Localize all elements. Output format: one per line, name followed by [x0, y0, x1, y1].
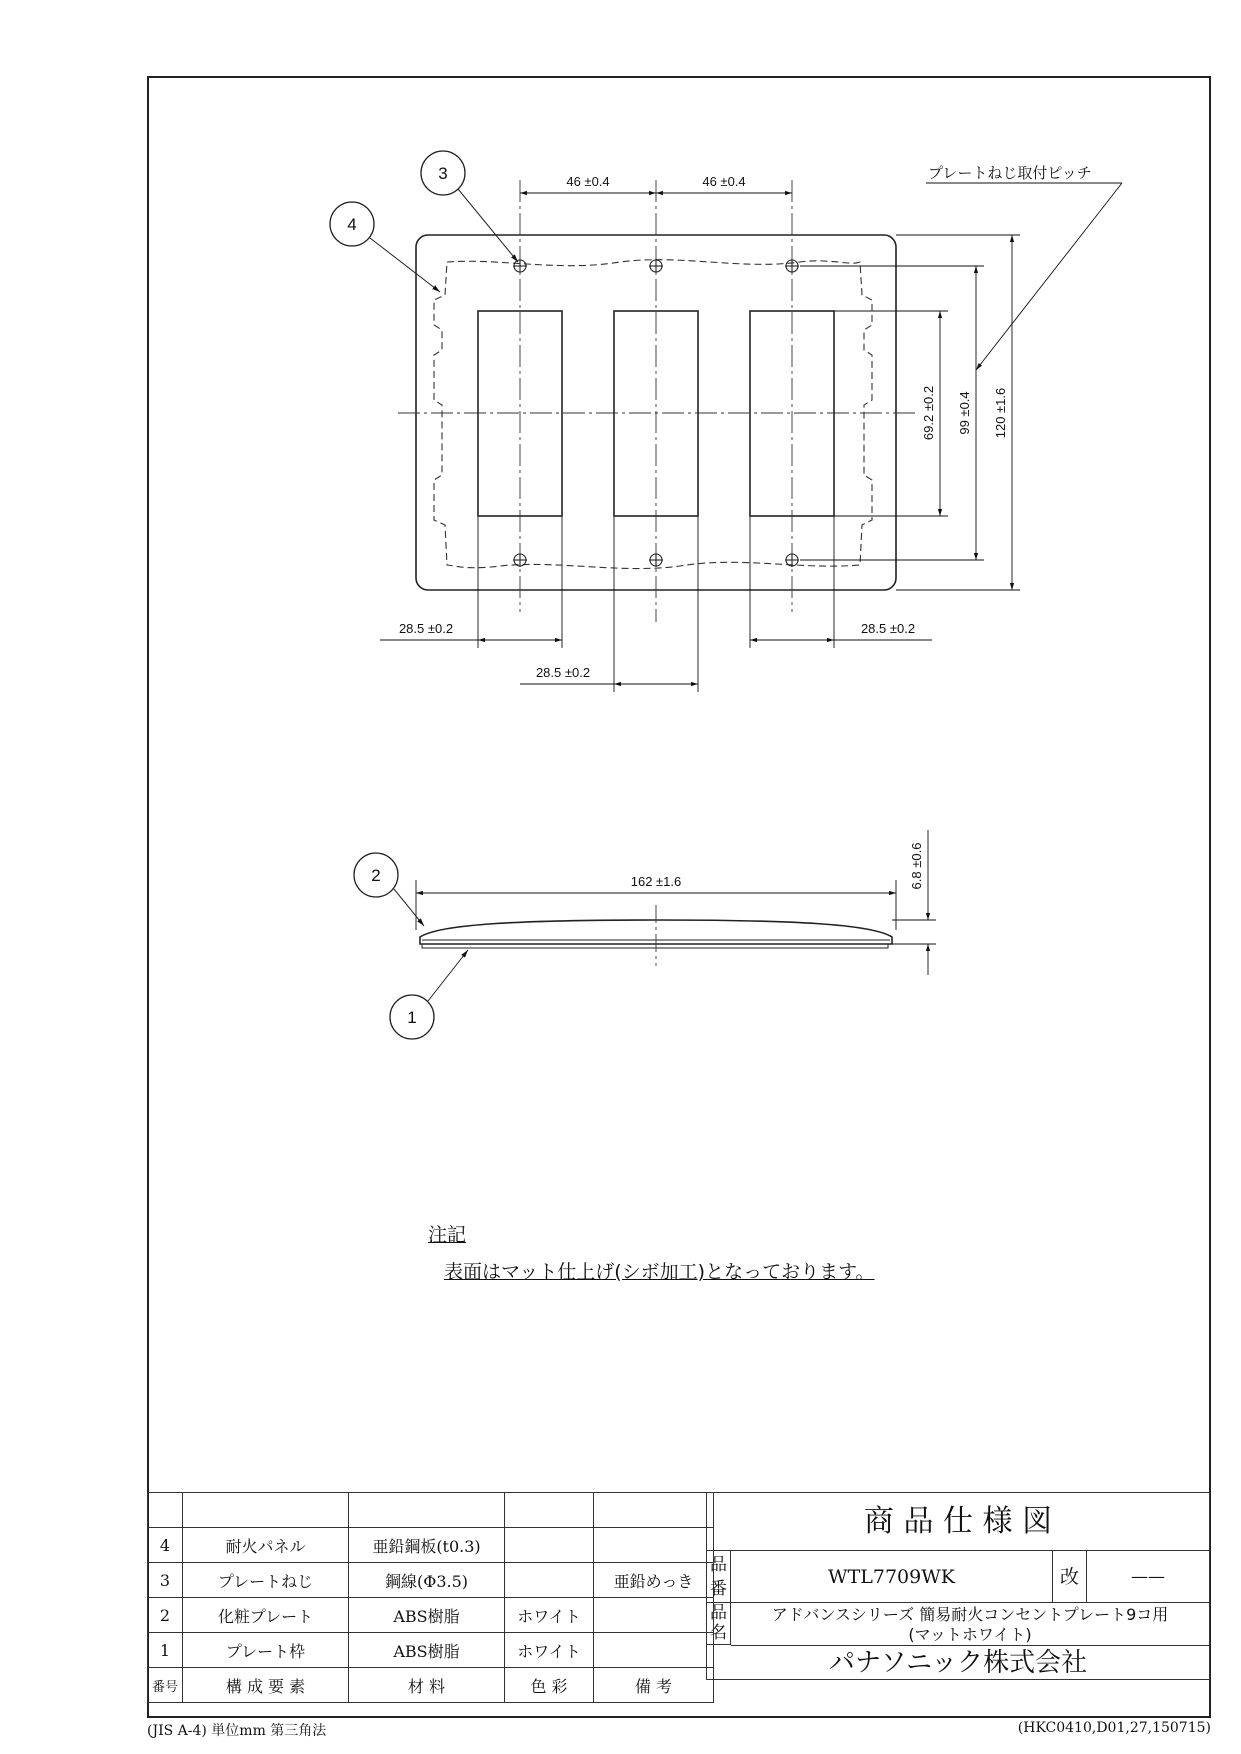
bom-row [148, 1563, 714, 1598]
bom-color: ホワイト [505, 1598, 594, 1633]
bom-part: プレートねじ [183, 1563, 349, 1598]
bom-no: 3 [148, 1563, 183, 1598]
bom-part: プレート枠 [183, 1633, 349, 1668]
revision-label: 改 [1053, 1551, 1087, 1603]
part-no-label: 品番 [707, 1551, 731, 1603]
bom-remark [594, 1528, 714, 1563]
screw-pitch-leader [926, 183, 1122, 370]
bom-header-part: 構 成 要 素 [183, 1668, 349, 1703]
bom-material: 亜鉛鋼板(t0.3) [349, 1528, 505, 1563]
screw-pitch-label: プレートねじ取付ピッチ [928, 164, 1092, 182]
dim-width-overall: 162 ±1.6 [630, 874, 682, 889]
bom-remark [594, 1633, 714, 1668]
dim-margin-right: 28.5 ±0.2 [860, 621, 916, 636]
dim-height-overall: 120 ±1.6 [993, 387, 1008, 439]
bom-color [505, 1528, 594, 1563]
bom-row [148, 1528, 714, 1563]
dim-margin-left: 28.5 ±0.2 [398, 621, 454, 636]
notes-body: 表面はマット仕上げ(シボ加工)となっております。 [444, 1261, 875, 1283]
balloon-4-label: 4 [347, 215, 357, 234]
company-name: パナソニック株式会社 [828, 1648, 1088, 1678]
bom-no: 4 [148, 1528, 183, 1563]
bill-of-materials [147, 1492, 714, 1703]
bom-header-remark: 備 考 [594, 1668, 714, 1703]
dim-height-opening: 69.2 ±0.2 [921, 385, 936, 441]
bom-color [505, 1563, 594, 1598]
dim-pitch-right: 46 ±0.4 [702, 174, 746, 189]
notes-title: 注記 [428, 1224, 467, 1246]
balloon-2-label: 2 [371, 866, 381, 885]
balloon-2 [354, 853, 424, 926]
product-name-line1: アドバンスシリーズ 簡易耐火コンセントプレート9コ用 [771, 1605, 1169, 1624]
bom-header-no: 番号 [148, 1668, 183, 1703]
bom-no: 2 [148, 1598, 183, 1633]
balloon-3-label: 3 [438, 164, 448, 183]
dim-height-screw-pitch: 99 ±0.4 [957, 391, 972, 435]
bom-part: 耐火パネル [183, 1528, 349, 1563]
fire-panel-outline [434, 260, 872, 569]
bom-material: ABS樹脂 [349, 1633, 505, 1668]
title-block-title: 商 品 仕 様 図 [707, 1493, 1209, 1551]
dim-pitch-left: 46 ±0.4 [566, 174, 610, 189]
balloon-1 [390, 950, 468, 1039]
balloon-4 [330, 202, 440, 292]
dim-lines-right [800, 235, 1020, 590]
bom-material: ABS樹脂 [349, 1598, 505, 1633]
product-name-line2: (マットホワイト) [908, 1625, 1032, 1644]
dim-thickness: 6.8 ±0.6 [909, 842, 924, 890]
bom-row [148, 1633, 714, 1668]
dim-opening-width: 28.5 ±0.2 [535, 665, 591, 680]
footer-standard: (JIS A-4) 単位mm 第三角法 [147, 1723, 327, 1739]
balloon-3 [421, 151, 518, 262]
bom-header-color: 色 彩 [505, 1668, 594, 1703]
footer-doc-code: (HKC0410,D01,27,150715) [1017, 1720, 1211, 1736]
bom-blank-row [148, 1493, 714, 1528]
dim-lines-side [416, 830, 936, 975]
bom-row [148, 1598, 714, 1633]
part-number: WTL7709WK [731, 1551, 1053, 1603]
bom-header-row [148, 1668, 714, 1703]
revision-value: —— [1087, 1551, 1209, 1603]
bom-header-material: 材 料 [349, 1668, 505, 1703]
bom-part: 化粧プレート [183, 1598, 349, 1633]
bom-material: 鋼線(Φ3.5) [349, 1563, 505, 1598]
name-label: 品名 [707, 1603, 731, 1645]
bom-remark: 亜鉛めっき [594, 1563, 714, 1598]
balloon-1-label: 1 [407, 1008, 417, 1027]
center-lines [398, 180, 918, 622]
bom-color: ホワイト [505, 1633, 594, 1668]
bom-no: 1 [148, 1633, 183, 1668]
title-block [706, 1492, 1210, 1680]
bom-remark [594, 1598, 714, 1633]
